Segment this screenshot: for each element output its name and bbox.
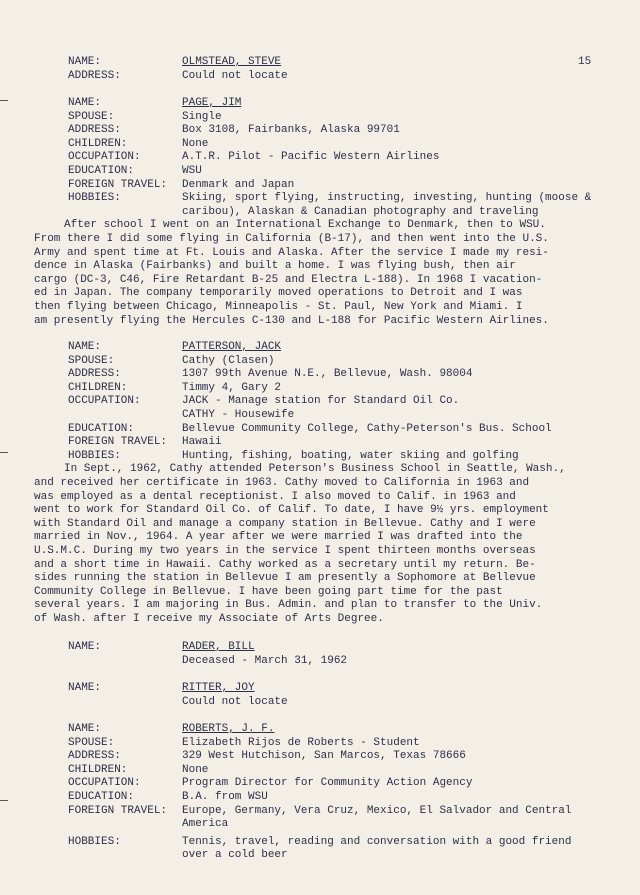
- field-value: Elizabeth Rijos de Roberts - Student: [182, 736, 420, 749]
- bio-line: of Wash. after I receive my Associate of Arts Degree.: [34, 612, 384, 625]
- field-row: [68, 341, 598, 355]
- field-value: Cathy (Clasen): [182, 354, 275, 367]
- field-value: WSU: [182, 164, 202, 177]
- field-label: HOBBIES:: [68, 449, 121, 462]
- field-label: [68, 849, 182, 863]
- field-value: None: [182, 763, 209, 776]
- field-row: [68, 423, 598, 437]
- bio-line: am presently flying the Hercules C-130 and L-188 for Pacific Western Airlines.: [34, 314, 549, 327]
- bio-line: and a short time in Hawaii. Cathy worked as a secretary until my return. Be-: [34, 558, 536, 571]
- field-label: OCCUPATION:: [68, 777, 141, 790]
- entry-olmstead: [68, 56, 598, 83]
- field-row: [68, 355, 598, 369]
- field-row: [68, 777, 598, 791]
- field-label: NAME:: [68, 641, 102, 653]
- field-row: [68, 818, 598, 832]
- field-label: OCCUPATION:: [68, 395, 141, 408]
- field-value: Could not locate: [182, 695, 288, 708]
- person-name: RADER, BILL: [182, 641, 255, 653]
- bio-line: Army and spent time at Ft. Louis and Alaska. After the service I made my resi-: [34, 246, 549, 259]
- field-value: America: [182, 818, 229, 831]
- field-row: [68, 849, 598, 863]
- field-label: [68, 696, 182, 710]
- field-label: EDUCATION:: [68, 422, 135, 435]
- field-label: ADDRESS:: [68, 368, 121, 381]
- person-name: OLMSTEAD, STEVE: [182, 56, 282, 68]
- field-row: [68, 737, 598, 751]
- field-label: NAME:: [68, 56, 102, 68]
- field-label: FOREIGN TRAVEL:: [68, 436, 168, 449]
- field-row: [68, 436, 598, 450]
- bio-line: From there I did some flying in California (B-17), and then went into the U.S.: [34, 232, 549, 245]
- field-label: FOREIGN TRAVEL:: [68, 804, 168, 817]
- field-label: CHILDREN:: [68, 763, 128, 776]
- entry-roberts: [68, 723, 598, 863]
- field-value: over a cold beer: [182, 849, 288, 862]
- field-label: NAME:: [68, 723, 102, 735]
- field-value: Europe, Germany, Vera Cruz, Mexico, El Salvador and Central: [182, 804, 572, 817]
- bio-line: was employed as a dental receptionist. I also moved to Calif. in 1963 and: [34, 490, 516, 503]
- field-row: [68, 165, 598, 179]
- field-row: [68, 696, 598, 710]
- bio-line: cargo (DC-3, C46, Fire Retardant B-25 and Electra L-188). In 1968 I vacation-: [34, 273, 543, 286]
- field-row: [68, 206, 598, 220]
- field-label: SPOUSE:: [68, 354, 115, 367]
- field-row: [68, 655, 598, 669]
- field-row: [68, 805, 598, 819]
- bio-line: ed in Japan. The company temporarily moved operations to Detroit and I was: [34, 287, 523, 300]
- entry-page: [34, 97, 598, 328]
- field-row: [68, 368, 598, 382]
- field-row: [68, 192, 598, 206]
- field-label: OCCUPATION:: [68, 151, 141, 164]
- field-label: NAME:: [68, 341, 102, 353]
- field-label: SPOUSE:: [68, 736, 115, 749]
- field-value: caribou), Alaskan & Canadian photography and traveling: [182, 205, 539, 218]
- field-value: Box 3108, Fairbanks, Alaska 99701: [182, 124, 400, 137]
- field-row: [68, 151, 598, 165]
- field-label: HOBBIES:: [68, 835, 121, 848]
- field-value: Skiing, sport flying, instructing, investing, hunting (moose &: [182, 192, 592, 205]
- field-label: HOBBIES:: [68, 192, 121, 205]
- field-label: [68, 818, 182, 832]
- biography: [34, 219, 598, 328]
- bio-line: dence in Alaska (Fairbanks) and built a home. I was flying bush, then air: [34, 260, 516, 273]
- field-value: Denmark and Japan: [182, 178, 295, 191]
- field-row: [68, 179, 598, 193]
- person-name: PAGE, JIM: [182, 97, 242, 109]
- field-label: NAME:: [68, 97, 102, 109]
- person-name: PATTERSON, JACK: [182, 341, 282, 353]
- field-value: 1307 99th Avenue N.E., Bellevue, Wash. 98004: [182, 368, 473, 381]
- field-row: [68, 641, 598, 655]
- field-row: [68, 395, 598, 409]
- field-label: ADDRESS:: [68, 69, 121, 82]
- bio-line: with Standard Oil and manage a company station in Bellevue. Cathy and I were: [34, 517, 536, 530]
- field-row: [68, 750, 598, 764]
- field-label: FOREIGN TRAVEL:: [68, 178, 168, 191]
- bio-line: After school I went on an International Exchange to Denmark, then to WSU.: [64, 219, 546, 232]
- field-value: Timmy 4, Gary 2: [182, 381, 282, 394]
- field-value: CATHY - Housewife: [182, 408, 295, 421]
- bio-line: and received her certificate in 1963. Cathy moved to California in 1963 and: [34, 476, 530, 489]
- field-row: [68, 382, 598, 396]
- bio-line: Community College in Bellevue. I have been going part time for the past: [34, 585, 503, 598]
- entry-patterson: [34, 341, 598, 626]
- field-row: [68, 450, 598, 464]
- field-value: Tennis, travel, reading and conversation with a good friend: [182, 835, 572, 848]
- field-value: None: [182, 137, 209, 150]
- field-label: NAME:: [68, 682, 102, 694]
- bio-line: married in Nov., 1964. A year after we were married I was drafted into the: [34, 531, 523, 544]
- field-value: Hawaii: [182, 436, 222, 449]
- person-name: ROBERTS, J. F.: [182, 723, 275, 735]
- field-row: [68, 836, 598, 850]
- field-value: Single: [182, 110, 222, 123]
- bio-line: went to work for Standard Oil Co. of Calif. To date, I have 9½ yrs. employment: [34, 504, 549, 517]
- hole-punch-mark: [0, 452, 8, 453]
- field-value: JACK - Manage station for Standard Oil Co.: [182, 395, 460, 408]
- field-label: SPOUSE:: [68, 110, 115, 123]
- page-number: 15: [578, 56, 592, 68]
- field-label: EDUCATION:: [68, 790, 135, 803]
- bio-line: In Sept., 1962, Cathy attended Peterson's Business School in Seattle, Wash.,: [64, 463, 566, 476]
- field-value: Deceased - March 31, 1962: [182, 654, 348, 667]
- bio-line: U.S.M.C. During my two years in the service I spent thirteen months overseas: [34, 544, 536, 557]
- field-label: EDUCATION:: [68, 164, 135, 177]
- field-value: Program Director for Community Action Agency: [182, 777, 473, 790]
- field-value: Could not locate: [182, 69, 288, 82]
- field-row: [68, 70, 598, 84]
- field-value: 329 West Hutchison, San Marcos, Texas 78666: [182, 750, 466, 763]
- field-label: ADDRESS:: [68, 124, 121, 137]
- field-value: A.T.R. Pilot - Pacific Western Airlines: [182, 151, 440, 164]
- field-label: [68, 409, 182, 423]
- field-value: B.A. from WSU: [182, 790, 268, 803]
- field-row: [68, 138, 598, 152]
- field-row: [68, 791, 598, 805]
- field-label: [68, 655, 182, 669]
- entry-rader: [68, 641, 598, 668]
- field-value: Bellevue Community College, Cathy-Peterson's Bus. School: [182, 422, 552, 435]
- person-name: RITTER, JOY: [182, 682, 255, 694]
- field-row: [68, 124, 598, 138]
- field-row: [68, 56, 598, 70]
- field-row: [68, 111, 598, 125]
- biography: [34, 463, 598, 626]
- field-row: [68, 97, 598, 111]
- hole-punch-mark: [0, 800, 8, 801]
- field-row: [68, 409, 598, 423]
- field-label: [68, 206, 182, 220]
- field-value: Hunting, fishing, boating, water skiing and golfing: [182, 449, 519, 462]
- bio-line: several years. I am majoring in Bus. Admin. and plan to transfer to the Univ.: [34, 599, 543, 612]
- field-label: CHILDREN:: [68, 137, 128, 150]
- field-label: CHILDREN:: [68, 381, 128, 394]
- field-row: [68, 723, 598, 737]
- hole-punch-mark: [0, 100, 8, 101]
- bio-line: then flying between Chicago, Minneapolis - St. Paul, New York and Miami. I: [34, 300, 523, 313]
- bio-line: sides running the station in Bellevue I am presently a Sophomore at Bellevue: [34, 572, 536, 585]
- field-row: [68, 764, 598, 778]
- entry-ritter: [68, 682, 598, 709]
- field-label: ADDRESS:: [68, 750, 121, 763]
- field-row: [68, 682, 598, 696]
